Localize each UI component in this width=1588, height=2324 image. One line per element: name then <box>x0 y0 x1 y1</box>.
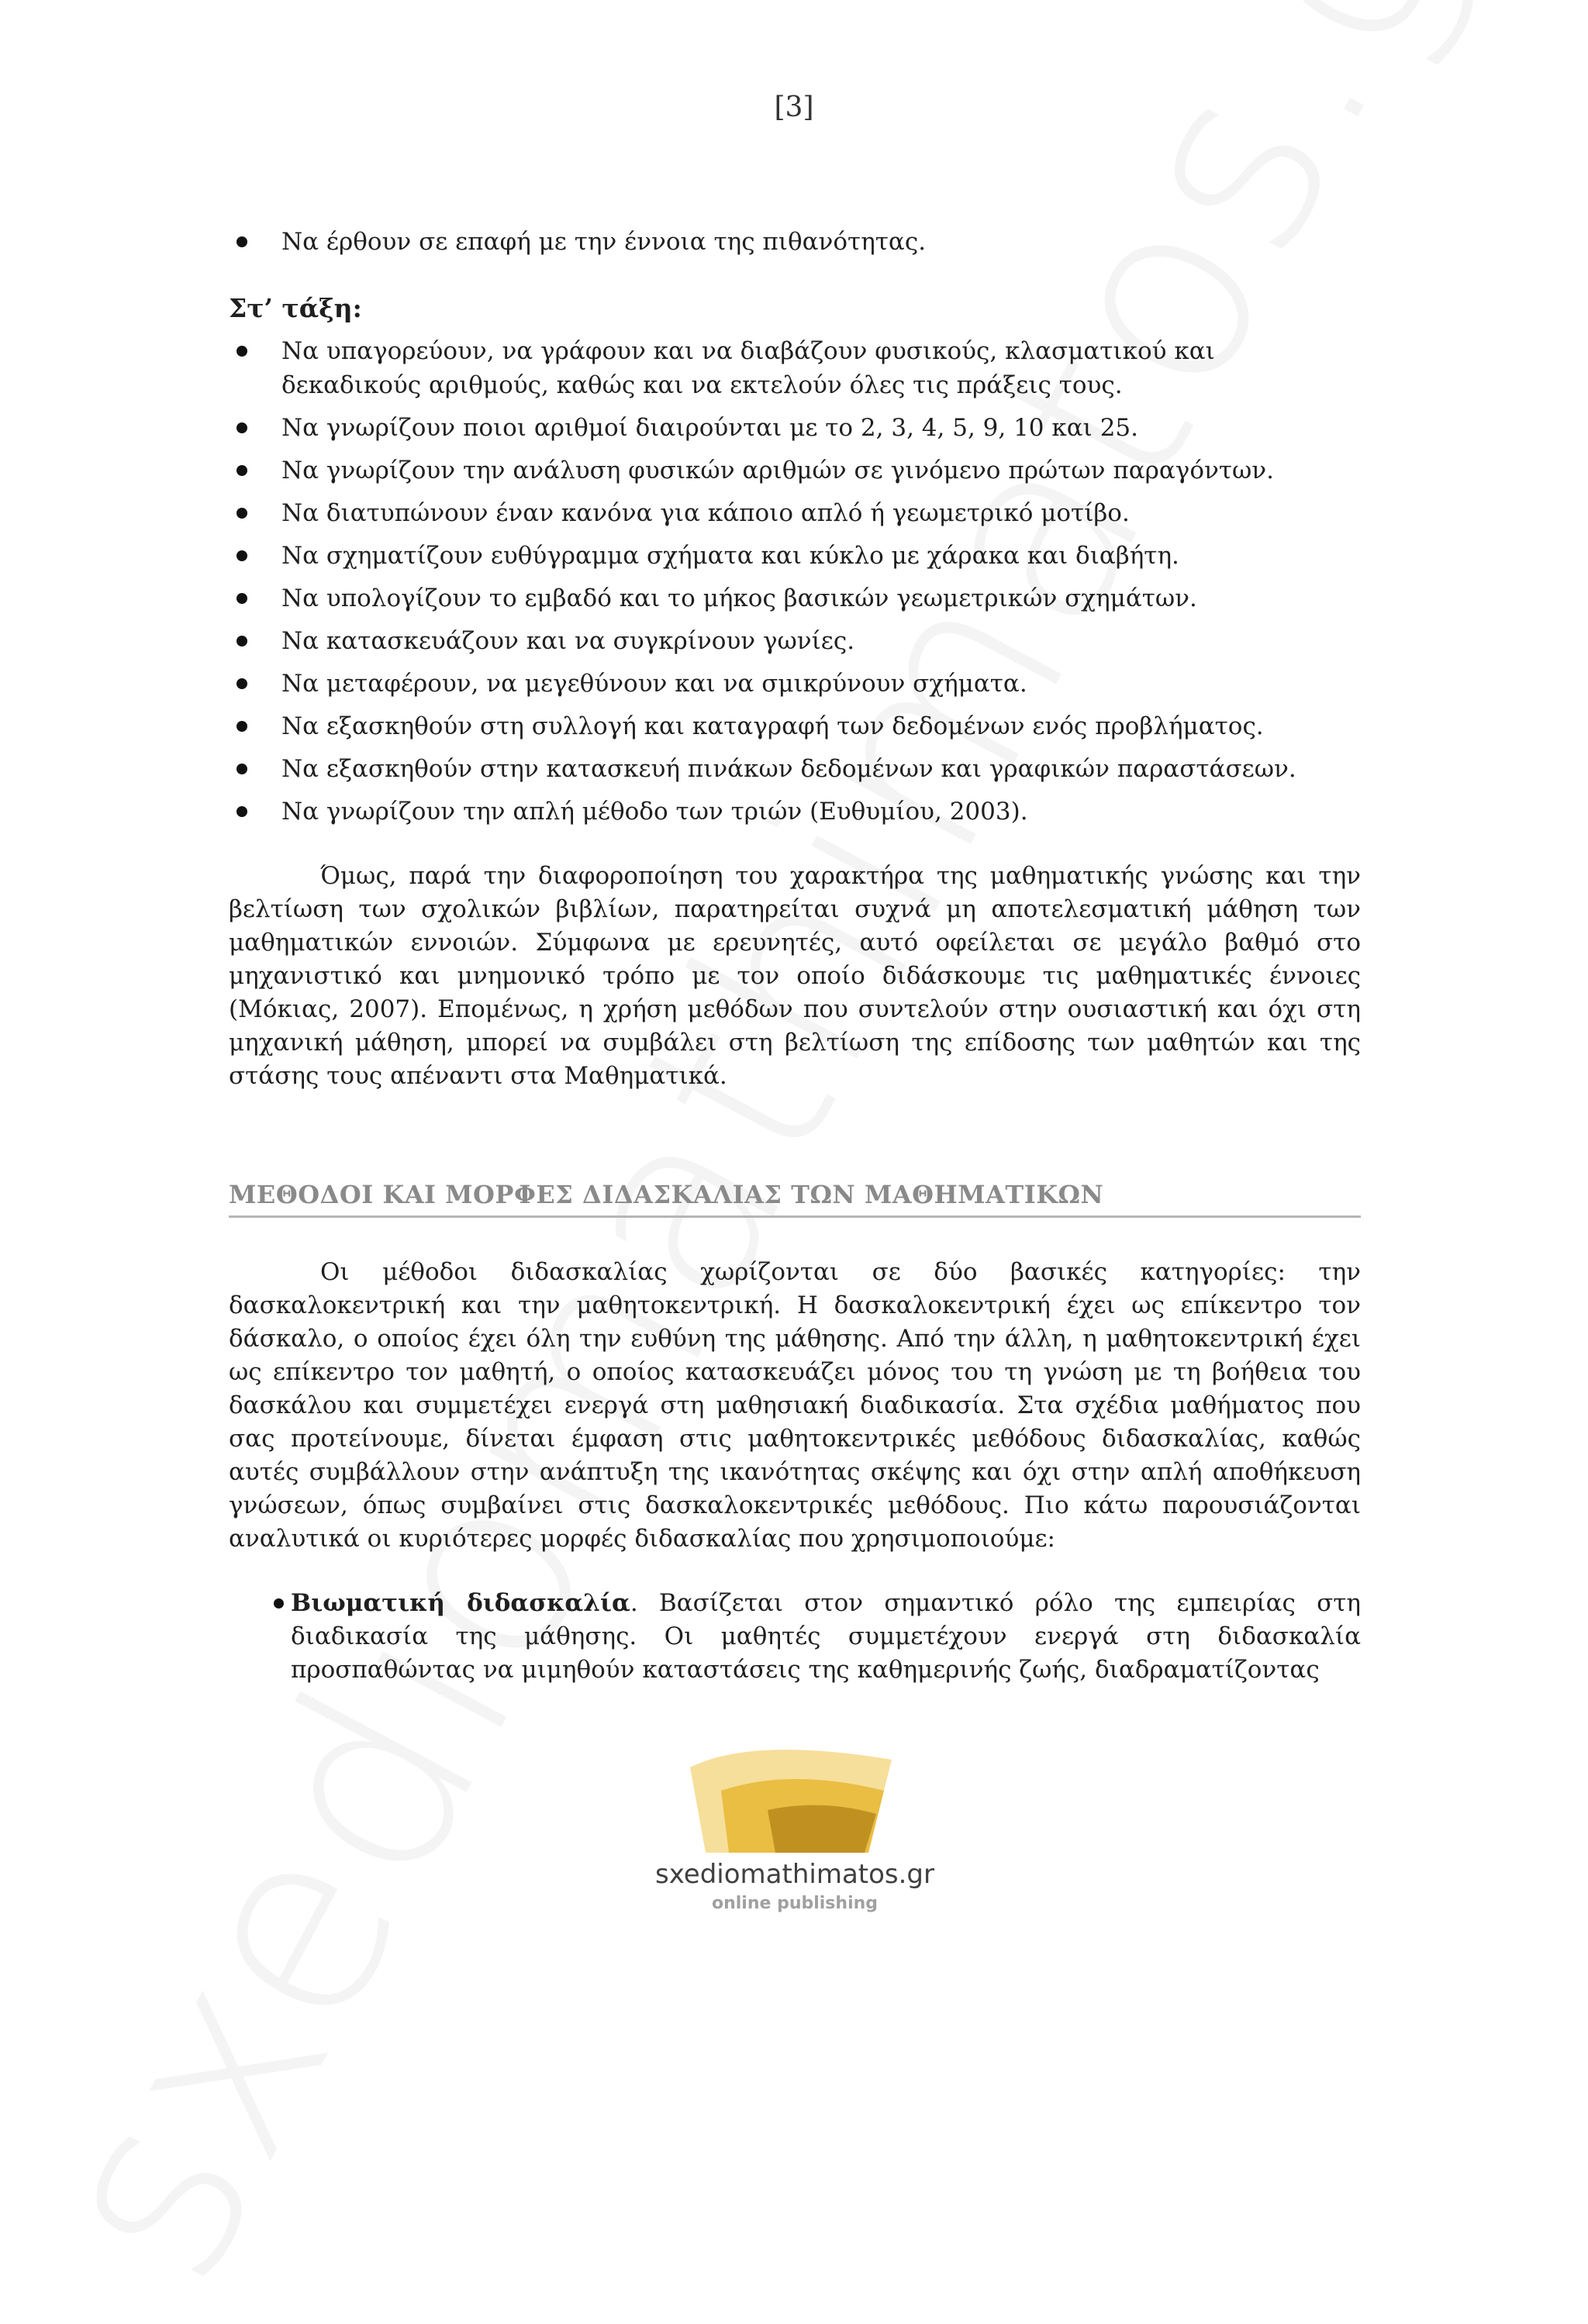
content <box>229 225 1361 1093</box>
list-item: Να εξασκηθούν στη συλλογή και καταγραφή των δεδομένων ενός προβλήματος. <box>229 709 1361 743</box>
method-text: . Βασίζεται στον σημαντικό ρόλο της εμπειρίας στη διαδικασία της μάθησης. Οι μαθητές συμμετέχουν ενεργά στη διδασκαλία προσπαθώντας να μιμηθούν καταστάσεις της καθημερινής ζωής, διαδραματίζοντας <box>291 1589 1361 1684</box>
logo-pages-icon <box>636 1736 954 1860</box>
list-item: Να έρθουν σε επαφή με την έννοια της πιθανότητας. <box>229 225 1361 259</box>
list-item: Να γνωρίζουν την ανάλυση φυσικών αριθμών σε γινόμενο πρώτων παραγόντων. <box>229 453 1361 488</box>
list-item: Να γνωρίζουν ποιοι αριθμοί διαιρούνται με το 2, 3, 4, 5, 9, 10 και 25. <box>229 411 1361 445</box>
logo-text: sxediomathimatos.gr <box>655 1859 934 1890</box>
logo-page-front <box>768 1805 876 1853</box>
list-item <box>229 1587 1361 1687</box>
page-number: [3] <box>774 91 814 123</box>
list-item: Να κατασκευάζουν και να συγκρίνουν γωνίες. <box>229 624 1361 658</box>
logo-tagline: online publishing <box>711 1894 879 1913</box>
intro-bullet-list <box>229 225 1361 259</box>
list-item: Να εξασκηθούν στην κατασκευή πινάκων δεδομένων και γραφικών παραστάσεων. <box>229 752 1361 786</box>
list-item: Να γνωρίζουν την απλή μέθοδο των τριών (Ευθυμίου, 2003). <box>229 795 1361 829</box>
body-paragraph-1: Όμως, παρά την διαφοροποίηση του χαρακτήρα της μαθηματικής γνώσης και την βελτίωση των σχολικών βιβλίων, παρατηρείται συχνά μη αποτελεσματική μάθηση των μαθηματικών εννοιών. Σύμφωνα με ερευνητές, αυτό οφείλεται σε μεγάλο βαθμό στο μηχανιστικό και μνημονικό τρόπο με τον οποίο διδάσκουμε τις μαθηματικές έννοιες (Μόκιας, 2007). Επομένως, η χρήση μεθόδων που συντελούν στην ουσιαστική και όχι στη μηχανική μάθηση, μπορεί να συμβάλει στη βελτίωση της επίδοσης των μαθητών και της στάσης τους απέναντι στα Μαθηματικά. <box>229 862 1361 1090</box>
section-title: ΜΕΘΟΔΟΙ ΚΑΙ ΜΟΡΦΕΣ ΔΙΔΑΣΚΑΛΙΑΣ ΤΩΝ ΜΑΘΗΜΑΤΙΚΩΝ <box>229 1180 1361 1218</box>
list-item: Να υπολογίζουν το εμβαδό και το μήκος βασικών γεωμετρικών σχημάτων. <box>229 581 1361 615</box>
class-heading: Στ’ τάξη: <box>229 293 362 323</box>
method-term: Βιωματική διδασκαλία <box>291 1589 630 1617</box>
objectives-list <box>229 334 1361 829</box>
list-item: Να σχηματίζουν ευθύγραμμα σχήματα και κύκλο με χάρακα και διαβήτη. <box>229 539 1361 573</box>
content-lower <box>229 1256 1361 1687</box>
methods-list <box>229 1587 1361 1687</box>
publisher-logo <box>636 1736 954 1938</box>
list-item: Να μεταφέρουν, να μεγεθύνουν και να σμικρύνουν σχήματα. <box>229 667 1361 701</box>
body-paragraph-2: Οι μέθοδοι διδασκαλίας χωρίζονται σε δύο βασικές κατηγορίες: την δασκαλοκεντρική και την μαθητοκεντρική. Η δασκαλοκεντρική έχει ως επίκεντρο τον δάσκαλο, ο οποίος έχει όλη την ευθύνη της μάθησης. Από την άλλη, η μαθητοκεντρική έχει ως επίκεντρο τον μαθητή, ο οποίος κατασκευάζει μόνος του τη γνώση με τη βοήθεια του δασκάλου και συμμετέχει ενεργά στη μαθησιακή διαδικασία. Στα σχέδια μαθήματος που σας προτείνουμε, δίνεται έμφαση στις μαθητοκεντρικές μεθόδους διδασκαλίας, καθώς αυτές συμβάλλουν στην ανάπτυξη της ικανότητας σκέψης και όχι στην απλή αποθήκευση γνώσεων, όπως συμβαίνει στις δασκαλοκεντρικές μεθόδους. Πιο κάτω παρουσιάζονται αναλυτικά οι κυριότερες μορφές διδασκαλίας που χρησιμοποιούμε: <box>229 1258 1361 1553</box>
list-item: Να υπαγορεύουν, να γράφουν και να διαβάζουν φυσικούς, κλασματικού και δεκαδικούς αριθμούς, καθώς και να εκτελούν όλες τις πράξεις τους. <box>229 334 1361 402</box>
list-item: Να διατυπώνουν έναν κανόνα για κάποιο απλό ή γεωμετρικό μοτίβο. <box>229 496 1361 530</box>
